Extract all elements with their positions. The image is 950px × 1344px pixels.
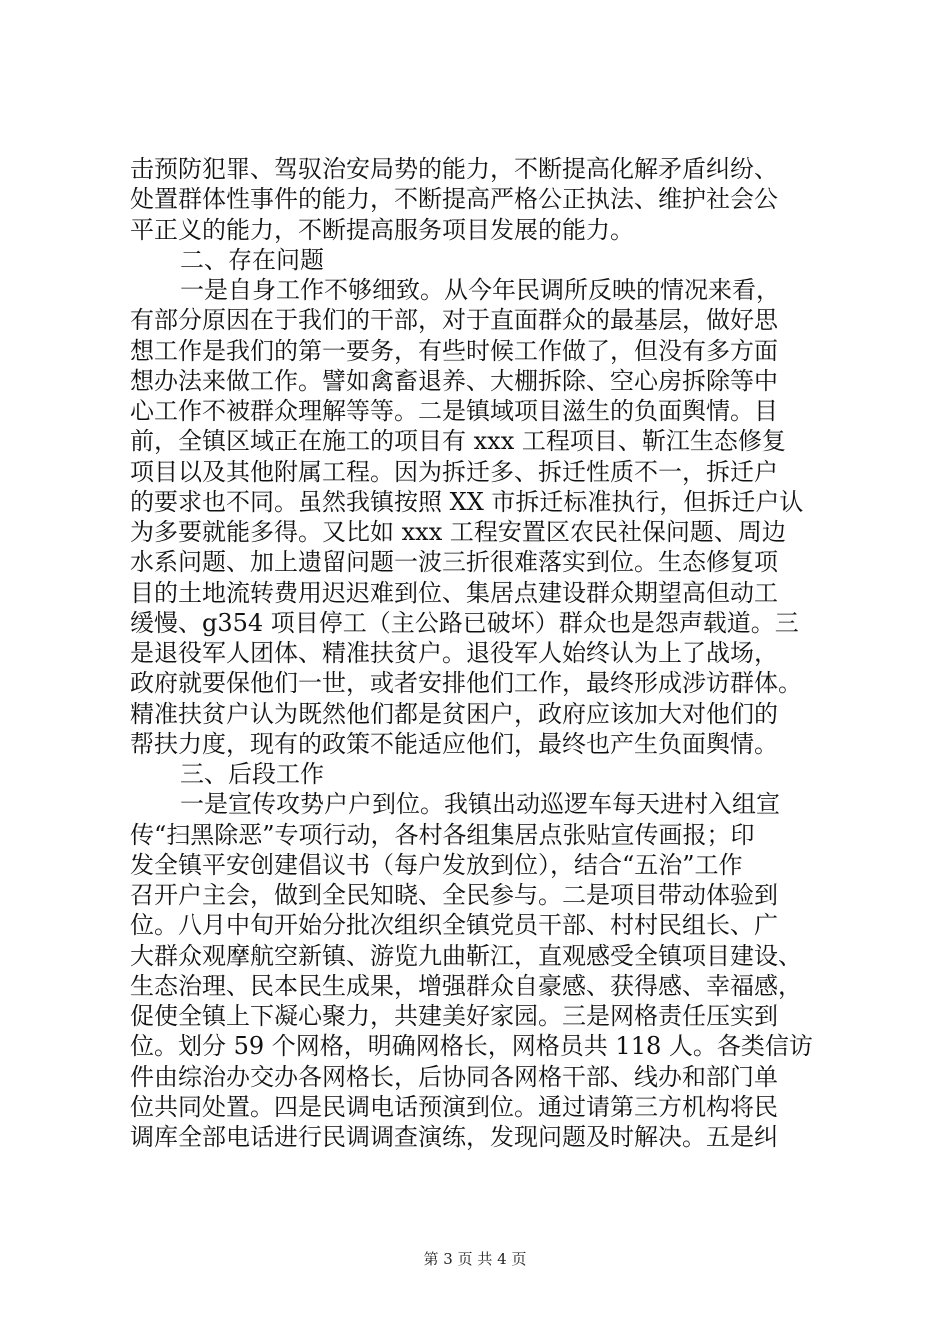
text-line: 缓慢、g354 项目停工（主公路已破坏）群众也是怨声载道。三 — [130, 608, 799, 637]
text-line: 位共同处置。四是民调电话预演到位。通过请第三方机构将民 — [130, 1092, 778, 1121]
text-line: 是退役军人团体、精准扶贫户。退役军人始终认为上了战场， — [130, 639, 778, 667]
text-line: 为多要就能多得。又比如 xxx 工程安置区农民社保问题、周边 — [130, 518, 786, 546]
text-line: 目的土地流转费用迟迟难到位、集居点建设群众期望高但动工 — [130, 578, 778, 607]
text-line: 政府就要保他们一世，或者安排他们工作，最终形成涉访群体。 — [130, 669, 802, 698]
text-line: 调库全部电话进行民调调查演练，发现问题及时解决。五是纠 — [130, 1123, 778, 1151]
text-line: 生态治理、民本民生成果，增强群众自豪感、获得感、幸福感， — [130, 971, 802, 1000]
text-line: 发全镇平安创建倡议书（每户发放到位），结合“五治”工作 — [130, 850, 743, 879]
text-line: 水系问题、加上遗留问题一波三折很难落实到位。生态修复项 — [130, 548, 778, 577]
section-heading: 三、后段工作 — [180, 760, 324, 788]
body-text — [130, 154, 820, 1152]
paragraph-first-line: 一是宣传攻势户户到位。我镇出动巡逻车每天进村入组宣 — [180, 790, 780, 819]
text-line: 前，全镇区域正在施工的项目有 xxx 工程项目、靳江生态修复 — [130, 427, 786, 456]
text-line: 促使全镇上下凝心聚力，共建美好家园。三是网格责任压实到 — [130, 1002, 778, 1030]
text-line: 项目以及其他附属工程。因为拆迁多、拆迁性质不一，拆迁户 — [130, 457, 778, 486]
text-line: 件由综治办交办各网格长，后协同各网格干部、线办和部门单 — [130, 1062, 778, 1091]
text-line: 大群众观摩航空新镇、游览九曲靳江，直观感受全镇项目建设、 — [130, 941, 802, 970]
text-line: 平正义的能力，不断提高服务项目发展的能力。 — [130, 215, 634, 244]
text-line: 心工作不被群众理解等等。二是镇域项目滋生的负面舆情。目 — [130, 397, 778, 425]
section-heading: 二、存在问题 — [180, 245, 324, 274]
page-number-footer: 第 3 页 共 4 页 — [423, 1250, 527, 1268]
text-line: 想工作是我们的第一要务，有些时候工作做了，但没有多方面 — [130, 336, 778, 365]
text-line: 击预防犯罪、驾驭治安局势的能力，不断提高化解矛盾纠纷、 — [130, 155, 778, 183]
text-line: 位。划分 59 个网格，明确网格长，网格员共 118 人。各类信访 — [130, 1032, 813, 1061]
text-line: 的要求也不同。虽然我镇按照 XX 市拆迁标准执行，但拆迁户认 — [130, 487, 804, 516]
text-line: 帮扶力度，现有的政策不能适应他们，最终也产生负面舆情。 — [130, 729, 778, 758]
text-line: 传“扫黑除恶”专项行动，各村各组集居点张贴宣传画报；印 — [130, 820, 755, 849]
text-line: 位。八月中旬开始分批次组织全镇党员干部、村村民组长、广 — [130, 911, 778, 940]
text-line: 召开户主会，做到全民知晓、全民参与。二是项目带动体验到 — [130, 881, 778, 909]
paragraph-first-line: 一是自身工作不够细致。从今年民调所反映的情况来看， — [180, 276, 780, 304]
text-line: 精准扶贫户认为既然他们都是贫困户，政府应该加大对他们的 — [130, 699, 778, 728]
text-line: 有部分原因在于我们的干部，对于直面群众的最基层，做好思 — [130, 306, 778, 335]
text-line: 想办法来做工作。譬如禽畜退养、大棚拆除、空心房拆除等中 — [130, 366, 778, 395]
text-line: 处置群体性事件的能力，不断提高严格公正执法、维护社会公 — [130, 185, 778, 214]
